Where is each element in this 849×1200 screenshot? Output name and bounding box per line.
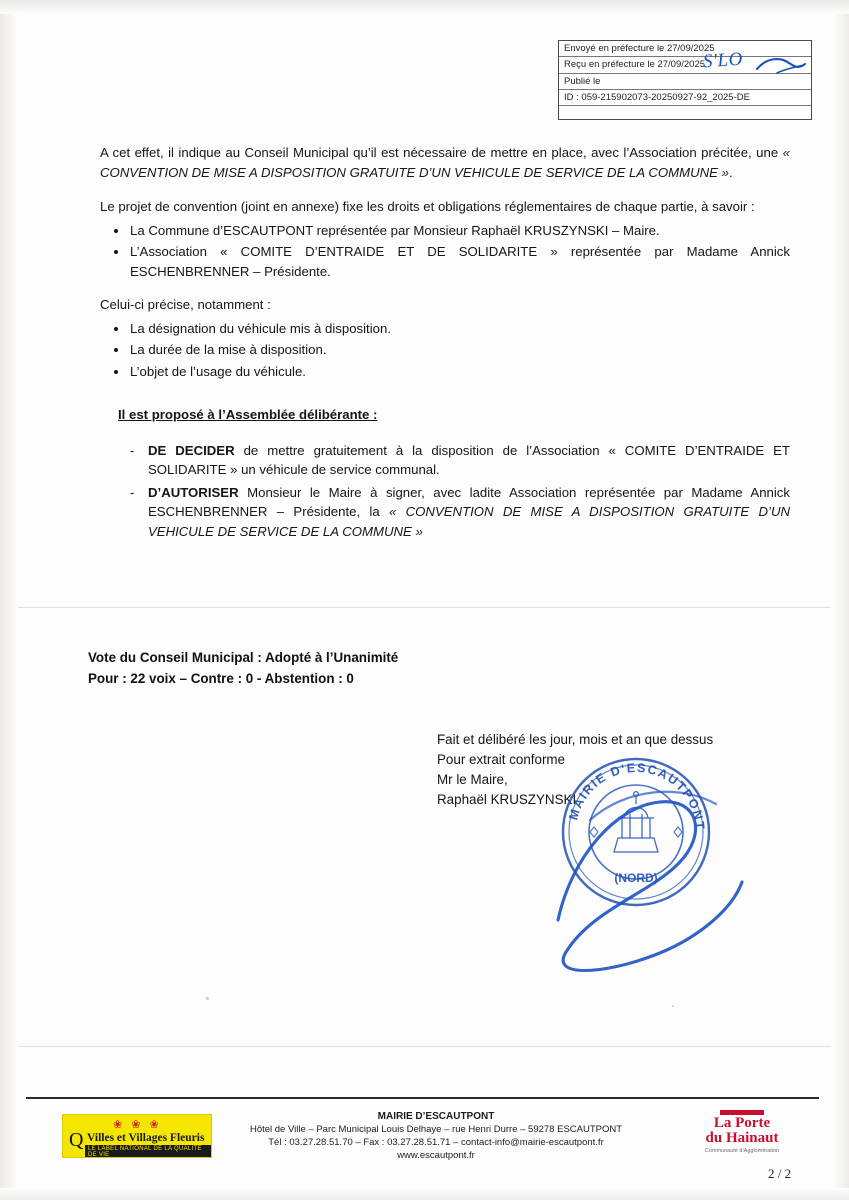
- proposal-lead: D’AUTORISER: [148, 484, 239, 500]
- footer-contact-block: [226, 1110, 646, 1162]
- paragraph-1: [100, 143, 790, 182]
- signature-line-1: Fait et délibéré les jour, mois et an que dessus: [437, 732, 714, 747]
- signature-block: [437, 730, 713, 810]
- fold-line-lower: [18, 1046, 831, 1047]
- fleuris-logo-subtitle: LE LABEL NATIONAL DE LA QUALITE DE VIE: [85, 1145, 211, 1158]
- proposals-list: [100, 441, 790, 542]
- la-porte-du-hainaut-logo: [676, 1110, 808, 1166]
- footer-contact: Tél : 03.27.28.51.70 – Fax : 03.27.28.51.71 – contact-info@mairie-escautpont.fr: [268, 1137, 604, 1148]
- paragraph-1-lead: A cet effet, il indique au Conseil Municipal qu’il est nécessaire de mettre en place, avec l’Association précitée, une: [100, 145, 783, 160]
- page-number: 2 / 2: [768, 1166, 792, 1181]
- prefecture-signature-mark: S'LO: [702, 48, 744, 73]
- prefecture-signature-flourish-icon: [755, 55, 807, 77]
- fleuris-logo-name: Villes et Villages Fleuris: [87, 1132, 205, 1144]
- proposal-heading: Il est proposé à l’Assemblée délibérante :: [118, 407, 378, 422]
- prefecture-received-row: Reçu en préfecture le 27/09/2025: [559, 57, 811, 74]
- fold-line-upper: [18, 607, 831, 608]
- footer-website: www.escautpont.fr: [397, 1150, 475, 1161]
- scan-edge-right: [833, 0, 849, 1200]
- svg-text:MAIRIE D'ESCAUTPONT: MAIRIE D'ESCAUTPONT: [566, 760, 708, 832]
- scan-speck: [672, 1005, 674, 1007]
- hainaut-logo-line-2: du Hainaut: [705, 1130, 779, 1146]
- list-item: [148, 483, 790, 542]
- prefecture-id-row: ID : 059-215902073-20250927-92_2025-DE: [559, 90, 811, 106]
- scan-edge-bottom: [0, 1188, 849, 1200]
- parties-list: [100, 221, 790, 282]
- prefecture-published-row: Publié le: [559, 74, 811, 90]
- scan-edge-left: [0, 0, 18, 1200]
- proposal-convention-title: « CONVENTION DE MISE A DISPOSITION GRATUITE D’UN VEHICULE DE SERVICE DE LA COMMUNE »: [148, 504, 790, 539]
- svg-text:(NORD): (NORD): [614, 871, 658, 885]
- list-item: L’Association « COMITE D’ENTRAIDE ET DE SOLIDARITE » représentée par Madame Annick ESCHENBRENNER – Présidente.: [130, 242, 790, 281]
- paragraph-2: Le projet de convention (joint en annexe) fixe les droits et obligations réglementaires de chaque partie, à savoir :: [100, 199, 755, 214]
- paragraph-1-end: .: [728, 164, 733, 180]
- list-item: La durée de la mise à disposition.: [130, 340, 790, 360]
- fleuris-flowers-icon: ❀ ❀ ❀: [113, 1119, 162, 1131]
- paragraph-3: Celui-ci précise, notamment :: [100, 297, 271, 312]
- list-item: [148, 441, 790, 480]
- vote-result-line: Vote du Conseil Municipal : Adopté à l’Unanimité: [88, 650, 399, 665]
- convention-details-list: [100, 319, 790, 382]
- list-item: La Commune d’ESCAUTPONT représentée par Monsieur Raphaël KRUSZYNSKI – Maire.: [130, 221, 790, 241]
- proposal-text: Monsieur le Maire à signer, avec ladite Association représentée par Madame Annick ESCHENBRENNER – Présidente, la: [148, 484, 790, 519]
- proposal-text: de mettre gratuitement à la disposition de l’Association « COMITE D’ENTRAIDE ET SOLIDARITE » un véhicule de service communal.: [148, 442, 790, 477]
- footer-address: Hôtel de Ville – Parc Municipal Louis Delhaye – rue Henri Durre – 59278 ESCAUTPONT: [249, 1124, 623, 1135]
- signature-line-3: Mr le Maire,: [437, 772, 508, 787]
- hainaut-logo-line-1: La Porte: [713, 1115, 771, 1131]
- footer-divider: [26, 1097, 819, 1099]
- footer: [26, 1104, 819, 1184]
- document-body: [100, 143, 790, 544]
- vote-block: [88, 647, 398, 689]
- prefecture-sent-row: Envoyé en préfecture le 27/09/2025: [559, 41, 811, 57]
- paragraph-1-convention-title: « CONVENTION DE MISE A DISPOSITION GRATUITE D’UN VEHICULE DE SERVICE DE LA COMMUNE »: [100, 145, 790, 180]
- signature-line-2: Pour extrait conforme: [437, 752, 566, 767]
- signature-line-4: Raphaël KRUSZYNSKI: [437, 792, 577, 807]
- hainaut-logo-subtitle: Communauté d’Agglomération: [704, 1148, 780, 1154]
- prefecture-stamp-box: [558, 40, 812, 120]
- list-item: La désignation du véhicule mis à disposition.: [130, 319, 790, 339]
- vote-counts-line: Pour : 22 voix – Contre : 0 - Abstention : 0: [88, 671, 354, 686]
- fleuris-emblem-icon: Q: [69, 1129, 84, 1151]
- villes-et-villages-fleuris-logo: [62, 1114, 212, 1158]
- list-item: L’objet de l’usage du véhicule.: [130, 362, 790, 382]
- scan-edge-top: [0, 0, 849, 14]
- proposal-lead: DE DECIDER: [148, 442, 235, 458]
- scan-speck: [206, 997, 209, 1000]
- footer-title: MAIRIE D’ESCAUTPONT: [377, 1111, 495, 1122]
